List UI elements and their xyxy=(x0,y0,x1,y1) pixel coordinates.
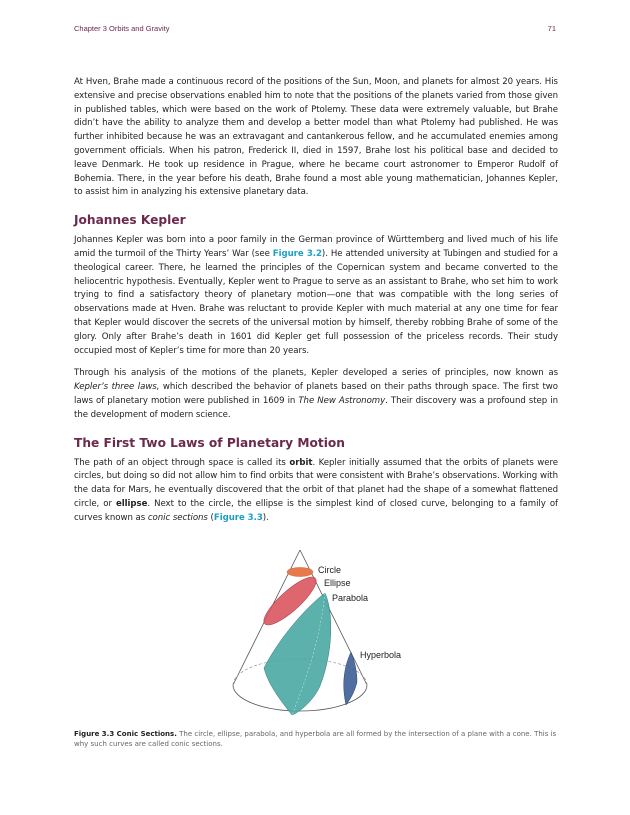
label-circle: Circle xyxy=(318,565,342,575)
figure-3-2-link[interactable]: Figure 3.2 xyxy=(272,248,322,259)
figure-3-3-link[interactable]: Figure 3.3 xyxy=(213,512,263,523)
paragraph-kepler-bio: Johannes Kepler was born into a poor family in the German province of Württemberg and lived much of his life amid the turmoil of the Thirty Years’ War (see Figure 3.2). He attended university at Tubingen and studied for a theological career. There, he learned the principles of the Copernican system and became converted to the heliocentric hypothesis. Eventually, Kepler went to Prague to serve as an assistant to Brahe, who set him to work trying to find a satisfactory theory of planetary motion—one that was compatible with the long series of observations made at Hven. Brahe was reluctant to provide Kepler with much material at any one time for fear that Kepler would discover the secrets of the universal motion by himself, thereby robbing Brahe of some of the glory. Only after Brahe’s death in 1601 did Kepler get full possession of the priceless records. Their study occupied most of Kepler’s time for more than 20 years. xyxy=(74,235,559,356)
label-parabola: Parabola xyxy=(332,593,369,603)
caption-label: Figure 3.3 Conic Sections. xyxy=(74,730,177,738)
book-title-new-astronomy: The New Astronomy xyxy=(298,395,386,406)
label-ellipse: Ellipse xyxy=(324,578,351,588)
term-ellipse: ellipse xyxy=(115,498,148,509)
caption-text: The circle, ellipse, parabola, and hyperbola are all formed by the intersection of a plane with a cone. This is why such curves are called conic sections. xyxy=(74,730,557,748)
term-keplers-three-laws: Kepler’s three laws, xyxy=(74,382,160,393)
term-conic-sections: conic sections xyxy=(147,512,208,523)
label-hyperbola: Hyperbola xyxy=(360,650,402,660)
term-orbit: orbit xyxy=(289,457,313,468)
heading-first-two-laws: The First Two Laws of Planetary Motion xyxy=(74,435,345,450)
paragraph-brahe: At Hven, Brahe made a continuous record of the positions of the Sun, Moon, and planets for almost 20 years. His extensive and precise observations enabled him to note that the positions of the planets varied from those given in published tables, which were based on the work of Ptolemy. These data were extremely valuable, but Brahe didn’t have the ability to analyze them and develop a better model than what Ptolemy had published. He was further inhibited because he was an extravagant and cantankerous fellow, and he accumulated enemies among government officials. When his patron, Frederick II, died in 1597, Brahe lost his political base and decided to leave Denmark. He took up residence in Prague, where he became court astronomer to Emperor Rudolf of Bohemia. There, in the year before his death, Brahe found a most able young mathematician, Johannes Kepler, to assist him in analyzing his extensive planetary data. xyxy=(74,77,558,198)
page-number: 71 xyxy=(547,24,556,33)
paragraph-kepler-laws: Through his analysis of the motions of the planets, Kepler developed a series of principles, now known as Kepler’s three laws, which described the behavior of planets based on their paths through space. The first two laws of planetary motion were published in 1609 in The New Astronomy. Their discovery was a profound step in the development of modern science. xyxy=(74,368,558,420)
chapter-title: Chapter 3 Orbits and Gravity xyxy=(74,24,170,33)
paragraph-orbit: The path of an object through space is called its orbit. Kepler initially assumed that the orbits of planets were circles, but doing so did not allow him to find orbits that were consistent with Brahe’s observations. Working with the data for Mars, he eventually discovered that the orbit of that planet had the shape of a somewhat flattened circle, or ellipse. Next to the circle, the ellipse is the simplest kind of closed curve, belonging to a family of curves known as conic sections (Figure 3.3). xyxy=(74,457,559,523)
figure-caption xyxy=(74,730,558,749)
circle-section xyxy=(287,568,313,577)
heading-johannes-kepler: Johannes Kepler xyxy=(74,213,186,228)
